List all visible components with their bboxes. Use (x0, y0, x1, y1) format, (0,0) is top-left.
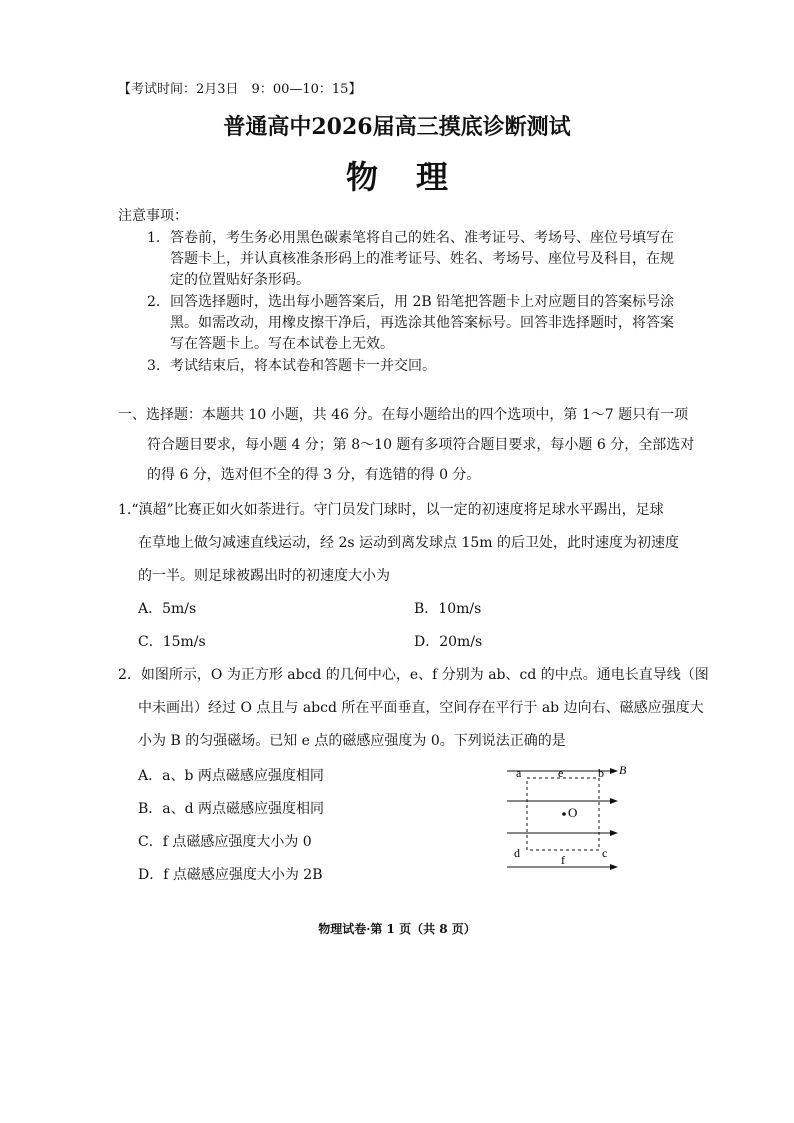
exam-time: 【考试时间：2月3日 9：00—10：15】 (118, 82, 362, 97)
notice-item-1-num: 1. (147, 230, 161, 246)
section-line-1: 一、选择题：本题共 10 小题，共 46 分。在每小题给出的四个选项中，第 1～7 题只有一项 (118, 407, 689, 423)
label-c: c (602, 846, 608, 860)
notice-item-2-line-2: 黑。如需改动，用橡皮擦干净后，再选涂其他答案标号。回答非选择题时，将答案 (170, 315, 674, 331)
question-2-line-2: 中未画出）经过 O 点且与 abcd 所在平面垂直，空间存在平行于 ab 边向右、磁感应强度大 (138, 700, 704, 716)
subject-title: 物理 (345, 158, 486, 196)
question-2-option-b: B．a、d 两点磁感应强度相同 (138, 801, 325, 817)
center-point-o (562, 812, 566, 816)
question-1-option-a: A．5m/s (138, 601, 197, 617)
label-d: d (514, 846, 520, 860)
notice-item-1-line-2: 答题卡上，并认真核准条形码上的准考证号、姓名、考场号、座位号及科目，在规 (170, 251, 674, 267)
notice-item-3-line-1: 考试结束后，将本试卷和答题卡一并交回。 (170, 358, 436, 374)
page-title: 普通高中2026届高三摸底诊断测试 (223, 114, 571, 140)
notice-item-1-line-3: 定的位置贴好条形码。 (170, 272, 310, 288)
notice-heading: 注意事项： (118, 208, 188, 224)
label-o: O (568, 805, 578, 820)
label-a: a (516, 766, 522, 780)
label-e: e (558, 766, 564, 780)
notice-item-2-num: 2. (147, 294, 161, 310)
label-f: f (561, 853, 565, 867)
question-1-option-c: C．15m/s (138, 634, 206, 650)
label-field-b: B (619, 763, 627, 777)
question-1-line-1: 1.“滇超”比赛正如火如荼进行。守门员发门球时，以一定的初速度将足球水平踢出，足球 (118, 502, 664, 518)
magnetic-field-diagram (505, 760, 625, 875)
notice-item-2-line-1: 回答选择题时，选出每小题答案后，用 2B 铅笔把答题卡上对应题目的答案标号涂 (170, 294, 675, 310)
question-1-line-2: 在草地上做匀减速直线运动，经 2s 运动到离发球点 15m 的后卫处，此时速度为初速度 (138, 535, 679, 551)
question-2-option-d: D．f 点磁感应强度大小为 2B (138, 867, 323, 883)
question-1-option-d: D．20m/s (414, 634, 483, 650)
notice-item-3-num: 3. (147, 358, 161, 374)
notice-item-2-line-3: 写在答题卡上。写在本试卷上无效。 (170, 336, 394, 352)
notice-item-1-line-1: 答卷前，考生务必用黑色碳素笔将自己的姓名、准考证号、考场号、座位号填写在 (170, 230, 674, 246)
question-2-option-a: A．a、b 两点磁感应强度相同 (138, 768, 324, 784)
question-2-line-1: 2．如图所示，O 为正方形 abcd 的几何中心，e、f 分别为 ab、cd 的中点。通电长直导线（图 (118, 667, 709, 683)
question-1-option-b: B．10m/s (414, 601, 482, 617)
label-b: b (598, 766, 604, 780)
question-2-option-c: C．f 点磁感应强度大小为 0 (138, 834, 312, 850)
page-footer: 物理试卷·第 1 页（共 8 页） (318, 922, 476, 936)
section-line-3: 的得 6 分，选对但不全的得 3 分，有选错的得 0 分。 (147, 467, 481, 483)
question-2-line-3: 小为 B 的匀强磁场。已知 e 点的磁感应强度为 0。下列说法正确的是 (138, 733, 566, 749)
section-line-2: 符合题目要求，每小题 4 分；第 8～10 题有多项符合题目要求，每小题 6 分，全部选对 (147, 437, 695, 453)
question-1-line-3: 的一半。则足球被踢出时的初速度大小为 (138, 568, 390, 584)
